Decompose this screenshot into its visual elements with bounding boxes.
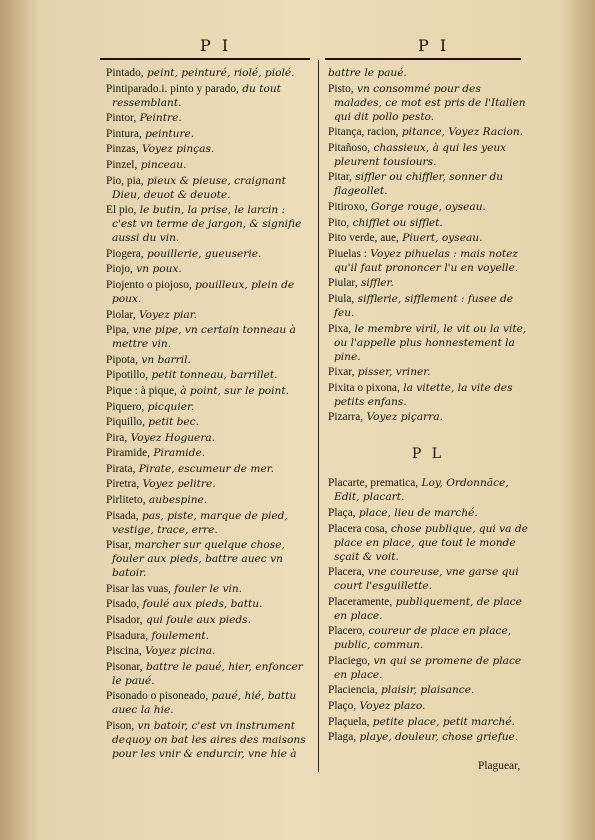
entry-headword: Pitança, racion, <box>328 126 399 139</box>
dictionary-entry <box>106 262 312 276</box>
entry-headword: Pisonar, <box>106 660 143 673</box>
dictionary-entry <box>106 613 312 627</box>
dictionary-entry <box>106 174 312 202</box>
dictionary-entry <box>106 308 312 322</box>
dictionary-entry <box>328 654 528 682</box>
entry-headword: Piscina, <box>106 645 142 658</box>
entry-headword: Pixa, <box>328 322 352 335</box>
entry-headword: Pipota, <box>106 353 138 366</box>
dictionary-entry <box>328 699 528 713</box>
dictionary-entry <box>328 365 528 379</box>
dictionary-entry <box>106 493 312 507</box>
dictionary-entry <box>106 477 312 491</box>
entry-headword: Pirliteto, <box>106 494 146 507</box>
entry-definition: plaisir, plaisance. <box>377 684 475 697</box>
dictionary-entry <box>106 353 312 367</box>
entry-headword: Pipa, <box>106 324 130 337</box>
entry-headword: Pira, <box>106 431 128 444</box>
entry-definition: Piramide. <box>149 447 206 460</box>
dictionary-entry <box>328 276 528 290</box>
entry-headword: Pisado, <box>106 598 140 611</box>
entry-headword: Pintado, <box>106 67 144 79</box>
dictionary-entry <box>106 644 312 658</box>
entry-definition: siffler ou chiffler, sonner du flageollet. <box>334 171 504 198</box>
dictionary-entry <box>106 446 312 460</box>
entry-headword: Pinzel, <box>106 158 138 171</box>
entry-definition: Voyez plazo. <box>356 700 426 713</box>
entry-definition: publiquement, de place en place. <box>334 595 522 622</box>
entry-headword: Piuelas : <box>328 247 367 260</box>
entry-headword: Placiencia, <box>328 684 378 697</box>
entry-headword: Plaço, <box>328 700 357 713</box>
entry-headword: Pintura, <box>106 127 142 140</box>
dictionary-entry <box>106 158 312 172</box>
dictionary-entry <box>328 410 528 424</box>
entry-definition: battre le paué, hier, enfoncer le paué. <box>112 660 303 687</box>
entry-headword: Piula, <box>328 292 355 305</box>
entry-definition: battre le paué. <box>328 67 407 79</box>
running-head-left: P I <box>200 36 232 55</box>
entry-definition: Voyez pinças. <box>138 143 215 156</box>
entry-headword: Piramide, <box>106 447 150 460</box>
dictionary-entry <box>106 127 312 141</box>
entry-headword: Pito verde, aue, <box>328 232 399 245</box>
dictionary-entry <box>328 125 528 139</box>
entry-definition: petit bec. <box>144 416 199 429</box>
entry-definition: Voyez pihuelas : mais notez qu'il faut prononcer l'u en voyelle. <box>334 247 519 274</box>
entry-definition: Peintre. <box>136 112 182 125</box>
entry-definition: vn batoir, c'est vn instrument dequoy on bat les aires des maisons pour les vnir & endurcir, vne hie à <box>112 720 306 760</box>
entry-definition: peinture. <box>141 127 195 140</box>
entry-definition: pas, piste, marque de pied, vestige, trace, erre. <box>112 509 288 536</box>
entry-headword: Pio, pia, <box>106 174 144 187</box>
entry-headword: Piojo, <box>106 263 133 276</box>
entry-headword: Pirata, <box>106 462 136 475</box>
entry-headword: Piojento o piojoso, <box>106 278 192 291</box>
entry-headword: Pitar, <box>328 171 352 184</box>
entry-headword: Pito, <box>328 216 350 229</box>
dictionary-entry <box>106 368 312 382</box>
entry-headword: Pisadura, <box>106 629 149 642</box>
entry-definition: siffler. <box>357 277 394 290</box>
entry-headword: Pitiroxo, <box>328 200 368 213</box>
entry-definition: pitance, Voyez Racion. <box>398 126 524 139</box>
header-rule-left <box>100 58 310 60</box>
entry-definition: foulé aux pieds, battu. <box>139 598 263 611</box>
entry-definition: fouler le vin. <box>170 582 243 595</box>
entry-definition: chifflet ou sifflet. <box>349 216 443 229</box>
entry-headword: Pintiparado.i. pinto y parado, <box>106 82 239 95</box>
entry-headword: Pixar, <box>328 366 355 379</box>
entry-headword: Plaçuela, <box>328 715 370 728</box>
dictionary-entry <box>106 660 312 688</box>
right-column <box>328 66 528 746</box>
dictionary-entry <box>106 538 312 580</box>
entry-headword: Pinzas, <box>106 143 139 156</box>
entry-definition: qui foule aux pieds. <box>142 614 251 627</box>
dictionary-entry <box>328 506 528 520</box>
entry-headword: Pizarra, <box>328 411 364 424</box>
entry-headword: Pisador, <box>106 614 143 627</box>
dictionary-entry <box>328 231 528 245</box>
dictionary-entry <box>328 715 528 729</box>
dictionary-entry <box>106 509 312 537</box>
entry-definition: petit tonneau, barrillet. <box>148 369 278 382</box>
entry-headword: Piolar, <box>106 308 136 321</box>
entry-headword: Placarte, prematica, <box>328 477 419 490</box>
dictionary-entry <box>328 683 528 697</box>
dictionary-entry <box>106 719 312 761</box>
column-divider <box>318 60 319 772</box>
dictionary-entry <box>106 247 312 261</box>
entry-definition: Voyez pelitre. <box>139 478 216 491</box>
entry-headword: Pisar, <box>106 539 132 552</box>
entry-definition: foulement. <box>148 629 209 642</box>
entry-headword: Pixita o pixona, <box>328 381 400 394</box>
dictionary-entry <box>328 141 528 169</box>
entry-headword: Pitañoso, <box>328 141 371 154</box>
dictionary-entry <box>328 730 528 744</box>
entry-definition: vne pipe, vn certain tonneau à mettre vin. <box>112 324 296 351</box>
entry-definition: Voyez piçarra. <box>363 411 443 424</box>
entry-definition: peint, peinturé, riolé, piolé. <box>143 67 295 79</box>
entry-definition: Loy, Ordonnãce, Edit, placart. <box>334 477 509 504</box>
dictionary-entry <box>106 82 312 110</box>
dictionary-entry <box>328 200 528 214</box>
entry-definition: pinceau. <box>137 158 187 171</box>
entry-headword: Placiego, <box>328 654 371 667</box>
dictionary-entry <box>106 142 312 156</box>
entry-definition: pieux & pieuse, craignant Dieu, deuot & deuote. <box>112 174 286 201</box>
entry-headword: Plaça, <box>328 506 356 519</box>
dictionary-entry <box>328 522 528 564</box>
dictionary-entry <box>106 597 312 611</box>
entry-definition: vne coureuse, vne garse qui court l'esguillette. <box>334 566 519 593</box>
entry-definition: vn poux. <box>132 263 182 276</box>
entry-headword: Placeramente, <box>328 595 393 608</box>
catchword: Plaguear, <box>478 760 521 772</box>
dictionary-entry <box>106 203 312 245</box>
dictionary-entry <box>106 384 312 398</box>
entry-definition: paué, hié, battu auec la hie. <box>112 690 297 717</box>
entry-definition: à point, sur le point. <box>176 384 289 397</box>
dictionary-entry <box>106 400 312 414</box>
entry-definition: vn qui se promene de place en place. <box>334 654 522 681</box>
dictionary-entry <box>328 322 528 364</box>
dictionary-entry <box>106 629 312 643</box>
entry-definition: playe, douleur, chose griefue. <box>356 731 519 744</box>
entry-definition: Pirate, escumeur de mer. <box>135 462 274 475</box>
dictionary-entry <box>328 476 528 504</box>
entry-headword: Plaga, <box>328 731 357 744</box>
entry-definition: le butin, la prise, le larcin : c'est vn terme de jargon, & signifie aussi du vin. <box>112 204 302 245</box>
entry-headword: El pio, <box>106 204 137 217</box>
entry-definition: le membre viril, le vit ou la vite, ou l'appelle plus honnestement la pine. <box>334 322 527 363</box>
entry-definition: aubespine. <box>145 494 208 507</box>
entry-definition: pouilleux, plein de poux. <box>112 278 295 305</box>
dictionary-entry <box>106 111 312 125</box>
dictionary-entry <box>328 595 528 623</box>
dictionary-entry <box>328 292 528 320</box>
entry-definition: Voyez picina. <box>141 645 216 658</box>
entry-definition: Piuert, oyseau. <box>398 232 483 245</box>
dictionary-entry <box>328 66 528 80</box>
entry-definition: picquier. <box>144 400 195 413</box>
entry-definition: chose publique, qui va de place en place, que tout le monde sçait & voit. <box>334 522 528 563</box>
running-head-right: P I <box>418 36 450 55</box>
dictionary-entry <box>328 381 528 409</box>
entry-definition: sifflerie, sifflement : fusee de feu. <box>334 292 514 319</box>
header-rule-right <box>325 58 521 60</box>
entry-headword: Piogera, <box>106 247 144 260</box>
entry-definition: Gorge rouge, oyseau. <box>367 200 486 213</box>
entry-headword: Piular, <box>328 277 358 290</box>
entry-headword: Pisar las vuas, <box>106 582 171 595</box>
entry-definition: Voyez piar. <box>135 308 197 321</box>
dictionary-entry <box>328 216 528 230</box>
entry-headword: Piretra, <box>106 478 140 491</box>
dictionary-entry <box>106 66 312 80</box>
dictionary-entry <box>106 582 312 596</box>
dictionary-entry <box>106 278 312 306</box>
dictionary-entry <box>106 415 312 429</box>
dictionary-entry <box>328 565 528 593</box>
entry-definition: petite place, petit marché. <box>369 715 515 728</box>
entry-definition: pisser, vriner. <box>354 366 431 379</box>
entry-headword: Placera cosa, <box>328 522 388 535</box>
dictionary-entry <box>106 689 312 717</box>
entry-definition: la vitette, la vite des petits enfans. <box>334 381 513 408</box>
entry-headword: Placero, <box>328 625 366 638</box>
dictionary-entry <box>106 462 312 476</box>
section-heading: P L <box>411 446 445 463</box>
entry-definition: chassieux, à qui les yeux pleurent tousiours. <box>334 141 507 168</box>
entry-headword: Pintor, <box>106 112 137 125</box>
entry-definition: coureur de place en place, public, commun. <box>334 625 512 652</box>
dictionary-entry <box>328 170 528 198</box>
entry-headword: Piquillo, <box>106 416 145 429</box>
dictionary-entry <box>328 82 528 124</box>
entry-definition: place, lieu de marché. <box>355 506 478 519</box>
dictionary-entry <box>106 323 312 351</box>
entry-definition: pouillerie, gueuserie. <box>143 247 262 260</box>
entry-headword: Pipotillo, <box>106 369 149 382</box>
dictionary-entry <box>328 247 528 275</box>
entry-headword: Pique : à pique, <box>106 384 177 397</box>
entry-headword: Piquero, <box>106 400 145 413</box>
entry-headword: Placera, <box>328 566 365 579</box>
entry-definition: vn barril. <box>137 353 191 366</box>
entry-definition: marcher sur quelque chose, fouler aux pieds, battre auec vn batoir. <box>112 539 285 580</box>
left-column <box>106 66 312 763</box>
entry-definition: du tout ressemblant. <box>112 82 281 109</box>
entry-definition: vn consommé pour des malades, ce mot est pris de l'Italien qui dit pollo pesto. <box>334 82 526 123</box>
entry-definition: Voyez Hoguera. <box>127 431 216 444</box>
entry-headword: Pisada, <box>106 509 139 522</box>
dictionary-entry <box>106 431 312 445</box>
dictionary-entry <box>328 624 528 652</box>
entry-headword: Pisonado o pisoneado, <box>106 690 209 703</box>
entry-headword: Pisto, <box>328 82 354 95</box>
entry-headword: Pison, <box>106 720 135 732</box>
